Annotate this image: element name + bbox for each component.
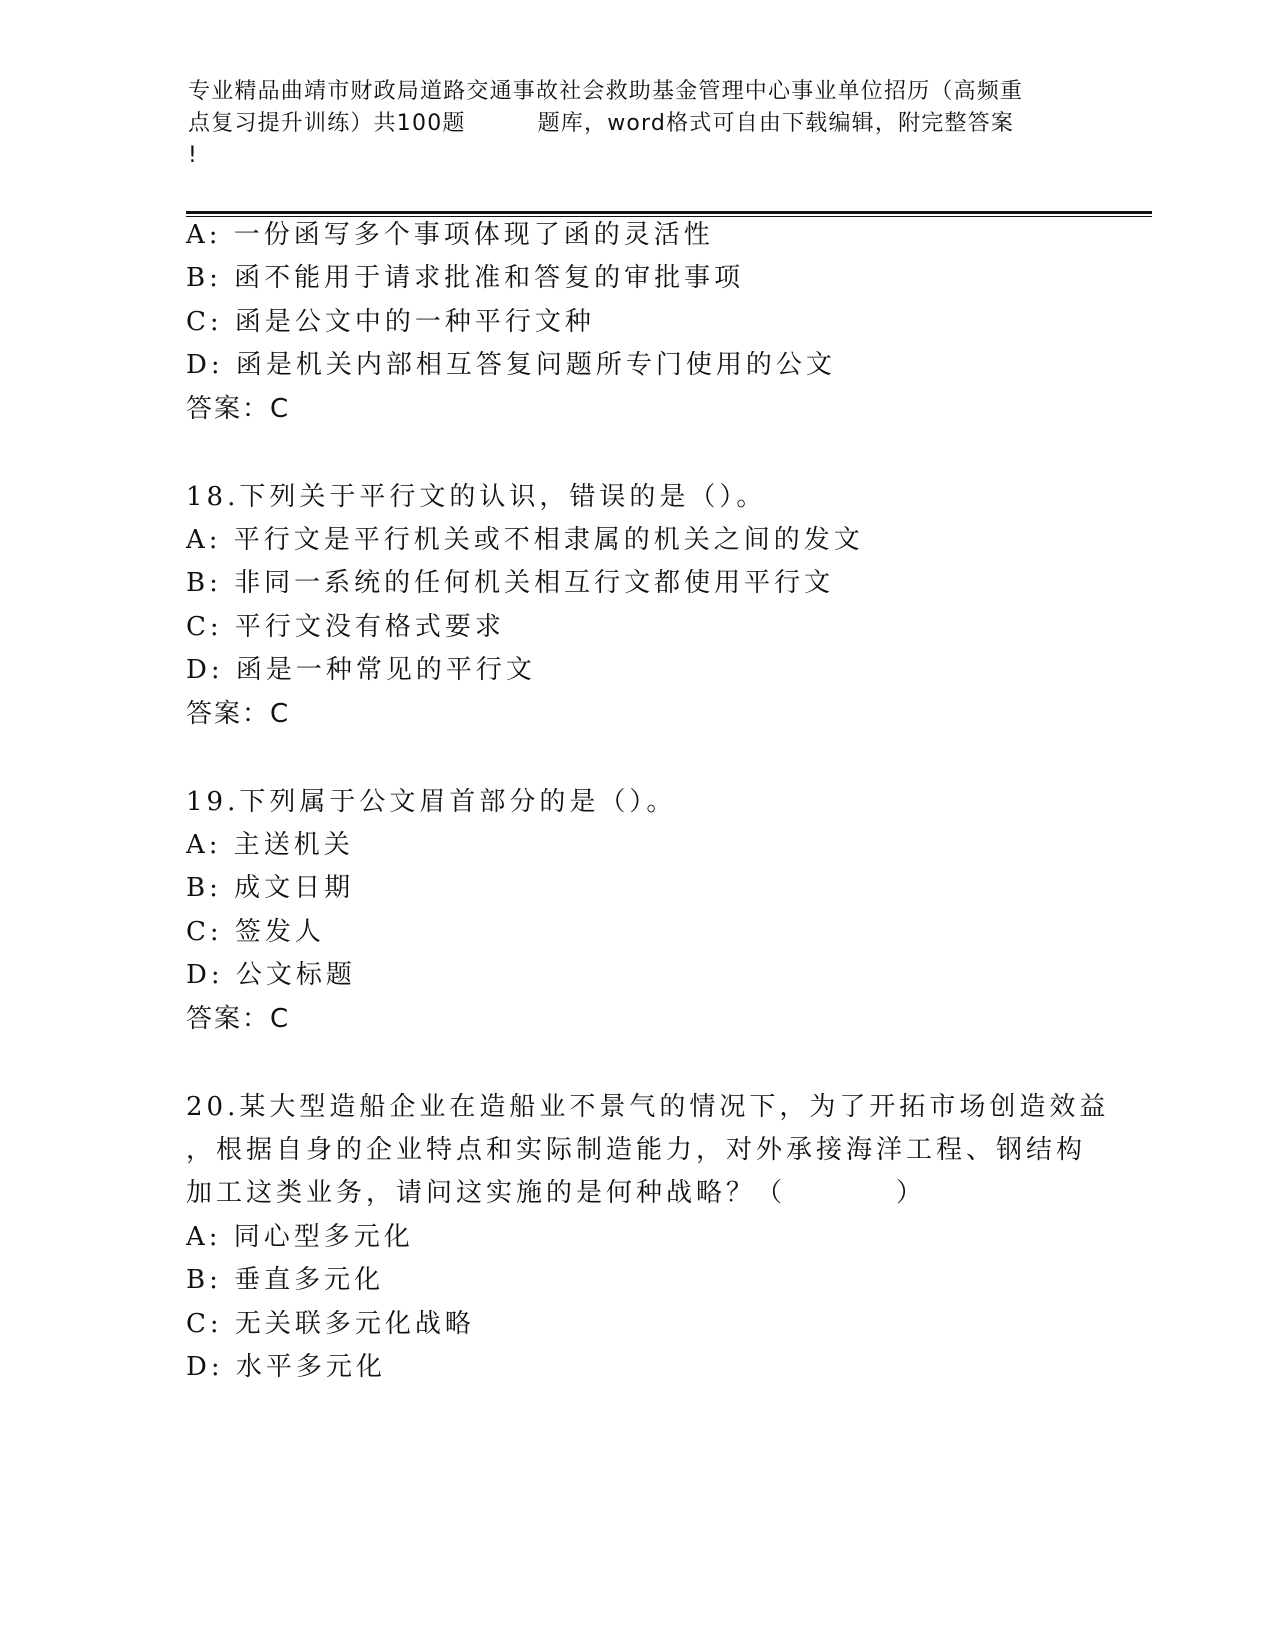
q20-stem-line-1: 20.某大型造船企业在造船业不景气的情况下，为了开拓市场创造效益 xyxy=(186,1092,1110,1122)
header-title-line-2 xyxy=(188,108,1088,140)
q19-option-b: B: 成文日期 xyxy=(186,873,355,903)
q20-stem-line-2: ，根据自身的企业特点和实际制造能力，对外承接海洋工程、钢结构 xyxy=(186,1135,1087,1165)
q18-answer: 答案：C xyxy=(186,699,291,729)
q18-stem: 18.下列关于平行文的认识，错误的是（）。 xyxy=(186,482,767,512)
q19-option-a: A: 主送机关 xyxy=(186,830,354,860)
q18-option-a: A: 平行文是平行机关或不相隶属的机关之间的发文 xyxy=(186,525,864,555)
q17-option-d: D: 函是机关内部相互答复问题所专门使用的公文 xyxy=(186,350,836,380)
q18-option-d: D: 函是一种常见的平行文 xyxy=(186,655,536,685)
q19-answer: 答案：C xyxy=(186,1004,291,1034)
q18-option-c: C: 平行文没有格式要求 xyxy=(186,612,505,642)
q20-stem-line-3 xyxy=(186,1172,926,1209)
q20-option-a: A: 同心型多元化 xyxy=(186,1222,414,1252)
q17-option-a: A: 一份函写多个事项体现了函的灵活性 xyxy=(186,220,714,250)
header-title-line-2a: 点复习提升训练）共100题 xyxy=(188,111,466,136)
header-title-line-2b: 题库，word格式可自由下载编辑，附完整答案 xyxy=(537,111,1015,136)
q19-stem: 19.下列属于公文眉首部分的是（）。 xyxy=(186,787,677,817)
q19-option-c: C: 签发人 xyxy=(186,917,325,947)
header-title-line-3: ! xyxy=(188,143,199,168)
q19-option-d: D: 公文标题 xyxy=(186,960,356,990)
q20-option-c: C: 无关联多元化战略 xyxy=(186,1309,475,1339)
q20-option-d: D: 水平多元化 xyxy=(186,1352,386,1382)
document-header xyxy=(188,76,1088,172)
q20-option-b: B: 垂直多元化 xyxy=(186,1265,385,1295)
header-title-line-1: 专业精品曲靖市财政局道路交通事故社会救助基金管理中心事业单位招历（高频重 xyxy=(188,79,1024,104)
q20-stem-line-3b: ） xyxy=(896,1178,927,1208)
q17-answer: 答案：C xyxy=(186,394,291,424)
q17-option-c: C: 函是公文中的一种平行文种 xyxy=(186,307,595,337)
q20-stem-line-3a: 加工这类业务，请问这实施的是何种战略？（ xyxy=(186,1178,787,1208)
q17-option-b: B: 函不能用于请求批准和答复的审批事项 xyxy=(186,263,745,293)
q18-option-b: B: 非同一系统的任何机关相互行文都使用平行文 xyxy=(186,568,835,598)
